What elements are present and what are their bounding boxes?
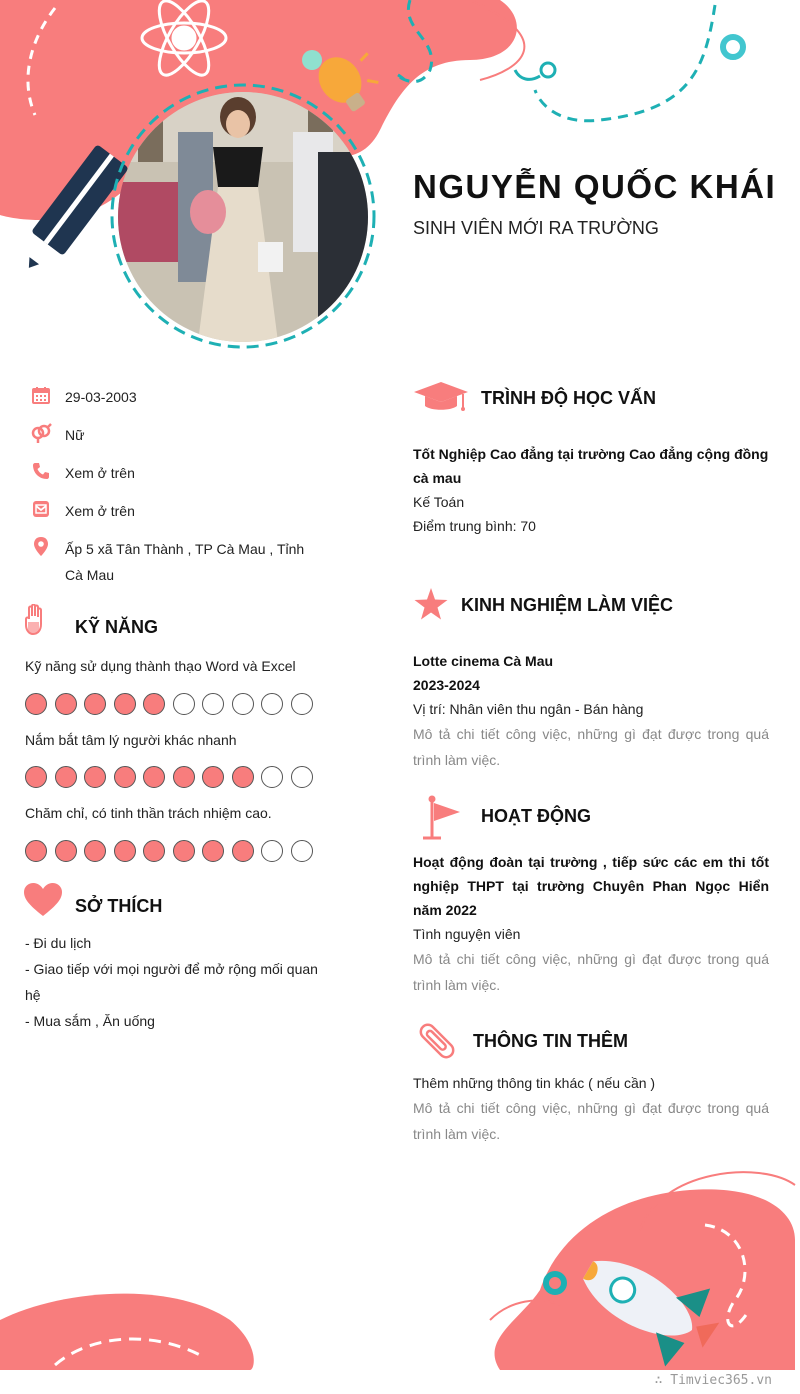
birthday-value: 29-03-2003 — [65, 389, 137, 405]
rating-dot-empty — [261, 766, 283, 788]
rating-dot-empty — [202, 693, 224, 715]
graduation-cap-icon — [413, 380, 469, 419]
phone-icon — [30, 460, 52, 482]
additional-description: Mô tả chi tiết công việc, những gì đạt được trong quá trình làm việc. — [413, 1100, 769, 1142]
phone-value: Xem ở trên — [65, 465, 135, 481]
gender-row — [30, 422, 325, 448]
rating-dot-filled — [25, 840, 47, 862]
experience-position: Vị trí: Nhân viên thu ngân - Bán hàng — [413, 701, 644, 717]
rating-dot-filled — [232, 766, 254, 788]
activity-role: Tình nguyện viên — [413, 926, 521, 942]
flag-icon — [420, 795, 464, 846]
skill-label: Chăm chỉ, có tinh thần trách nhiệm cao. — [25, 805, 272, 821]
education-school: Tốt Nghiệp Cao đẳng tại trường Cao đẳng cộng đồng cà mau — [413, 446, 769, 486]
rating-dot-filled — [25, 693, 47, 715]
education-block — [413, 442, 769, 538]
rating-dot-filled — [202, 840, 224, 862]
additional-title: THÔNG TIN THÊM — [473, 1031, 628, 1051]
skills-title: KỸ NĂNG — [75, 617, 159, 637]
hobbies-list — [25, 930, 335, 1034]
skill-rating — [25, 766, 320, 788]
location-pin-icon — [30, 536, 52, 558]
hand-icon — [24, 604, 48, 641]
rating-dot-filled — [114, 766, 136, 788]
skill-label: Kỹ năng sử dụng thành thạo Word và Excel — [25, 658, 296, 674]
experience-period: 2023-2024 — [413, 677, 480, 693]
birthday-row — [30, 384, 325, 410]
rating-dot-empty — [261, 840, 283, 862]
rating-dot-filled — [84, 693, 106, 715]
gender-icon — [30, 422, 52, 444]
education-title: TRÌNH ĐỘ HỌC VẤN — [481, 388, 656, 408]
activity-description: Mô tả chi tiết công việc, những gì đạt được trong quá trình làm việc. — [413, 951, 769, 993]
email-value: Xem ở trên — [65, 503, 135, 519]
rating-dot-empty — [291, 693, 313, 715]
additional-block — [413, 1071, 769, 1147]
activities-block — [413, 850, 769, 998]
rating-dot-filled — [232, 840, 254, 862]
hobby-item: - Đi du lịch — [25, 935, 92, 951]
hobby-item: - Giao tiếp với mọi người để mở rộng mối quan hệ — [25, 961, 318, 1003]
activities-title: HOẠT ĐỘNG — [481, 806, 591, 826]
rating-dot-empty — [291, 840, 313, 862]
experience-description: Mô tả chi tiết công việc, những gì đạt được trong quá trình làm việc. — [413, 726, 769, 768]
profile-photo — [118, 92, 368, 342]
calendar-icon — [30, 384, 52, 406]
rating-dot-filled — [114, 693, 136, 715]
rating-dot-filled — [143, 766, 165, 788]
rating-dot-filled — [114, 840, 136, 862]
additional-text: Thêm những thông tin khác ( nếu cần ) — [413, 1075, 656, 1091]
rating-dot-filled — [173, 840, 195, 862]
skill-rating — [25, 840, 320, 862]
hobbies-title: SỞ THÍCH — [75, 896, 163, 916]
skill-rating — [25, 693, 320, 715]
experience-block — [413, 649, 769, 773]
paperclip-icon — [416, 1020, 458, 1067]
hobby-item: - Mua sắm , Ăn uống — [25, 1013, 155, 1029]
education-major: Kế Toán — [413, 494, 465, 510]
mail-icon — [30, 498, 52, 520]
rating-dot-empty — [291, 766, 313, 788]
heart-icon — [24, 883, 62, 922]
rating-dot-filled — [202, 766, 224, 788]
rating-dot-filled — [55, 693, 77, 715]
experience-company: Lotte cinema Cà Mau — [413, 653, 554, 669]
rating-dot-filled — [25, 766, 47, 788]
experience-title: KINH NGHIỆM LÀM VIỆC — [461, 595, 674, 615]
address-value: Ấp 5 xã Tân Thành , TP Cà Mau , Tỉnh Cà Mau — [65, 541, 305, 583]
rating-dot-filled — [173, 766, 195, 788]
rating-dot-filled — [84, 840, 106, 862]
rating-dot-empty — [232, 693, 254, 715]
rating-dot-empty — [173, 693, 195, 715]
rating-dot-filled — [84, 766, 106, 788]
skill-label: Nắm bắt tâm lý người khác nhanh — [25, 732, 237, 748]
rating-dot-filled — [143, 840, 165, 862]
rating-dot-filled — [55, 766, 77, 788]
email-row — [30, 498, 325, 524]
candidate-name: NGUYỄN QUỐC KHÁI — [413, 168, 777, 205]
job-title: SINH VIÊN MỚI RA TRƯỜNG — [413, 218, 659, 238]
star-icon — [414, 588, 448, 625]
watermark: ∴ Timviec365.vn — [654, 1373, 772, 1388]
address-row — [30, 536, 325, 588]
gender-value: Nữ — [65, 427, 85, 443]
rating-dot-filled — [143, 693, 165, 715]
phone-row — [30, 460, 325, 486]
rating-dot-empty — [261, 693, 283, 715]
activity-name: Hoạt động đoàn tại trường , tiếp sức các em thi tốt nghiệp THPT tại trường Chuyên Phan Ngọc Hiển năm 2022 — [413, 854, 769, 918]
rating-dot-filled — [55, 840, 77, 862]
education-gpa: Điểm trung bình: 70 — [413, 518, 536, 534]
